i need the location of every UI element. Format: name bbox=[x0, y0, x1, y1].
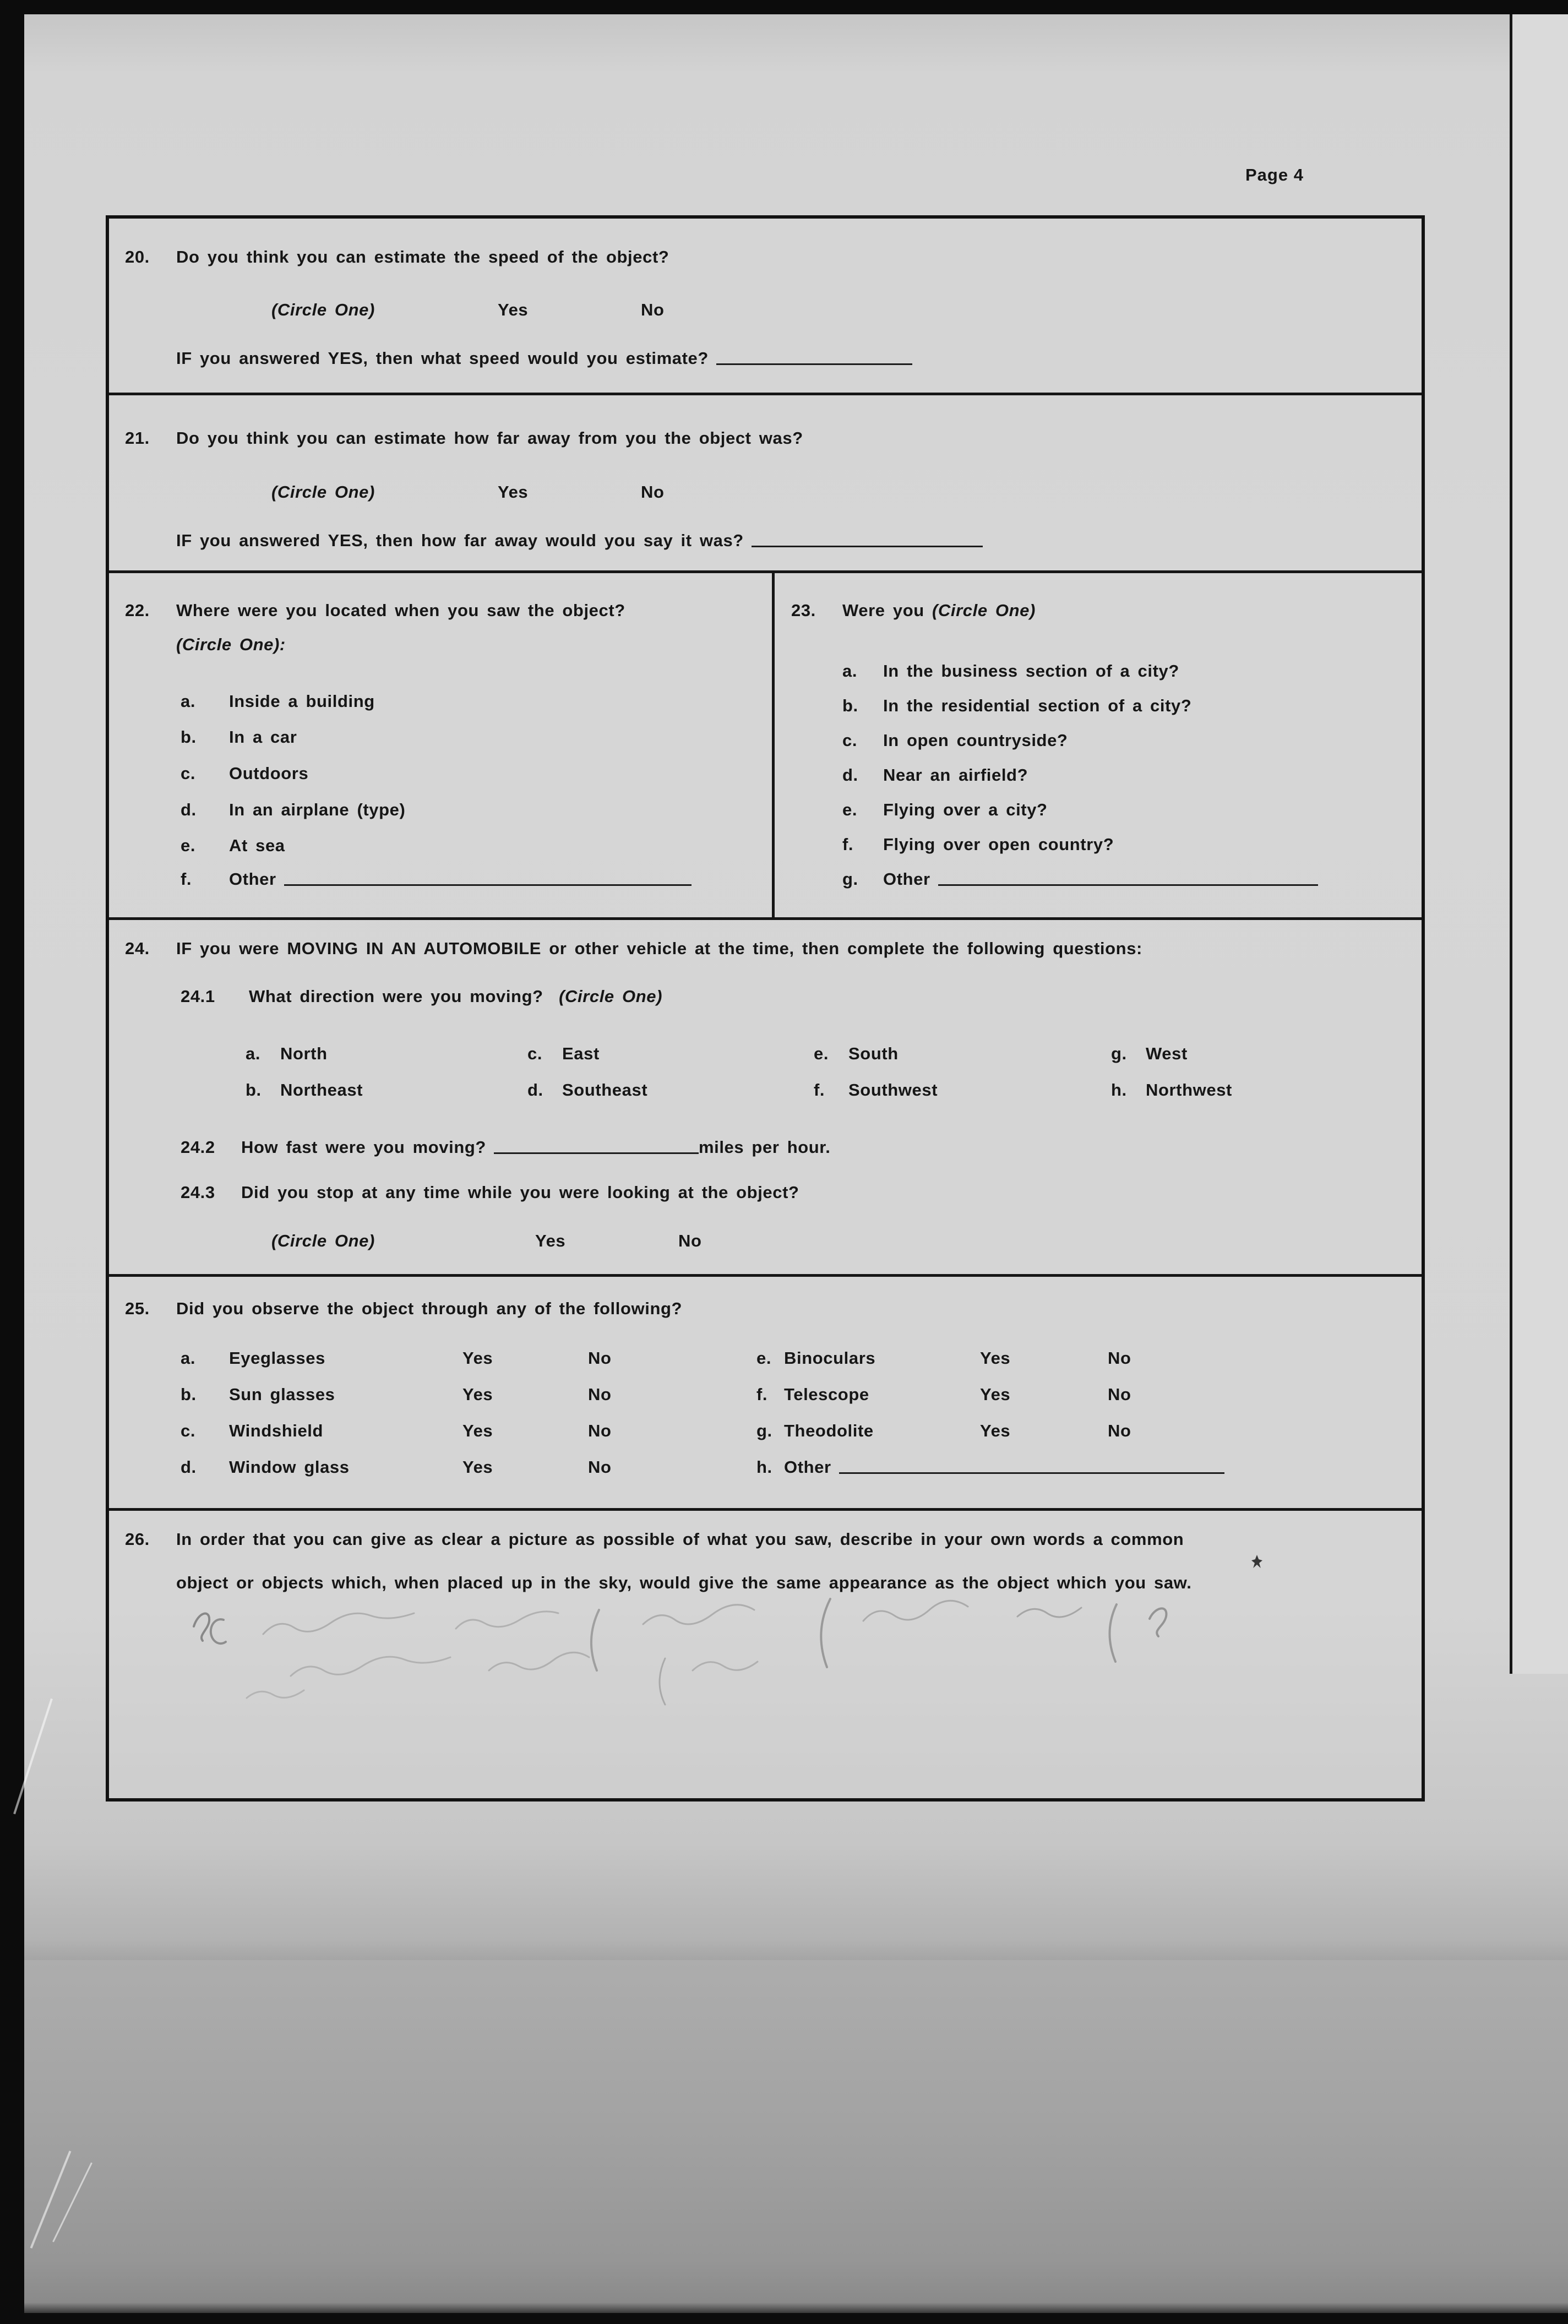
option-label: Eyeglasses bbox=[229, 1348, 325, 1368]
yes-label: Yes bbox=[498, 300, 529, 319]
circle-one-label: (Circle One) bbox=[932, 601, 1036, 620]
option-label: Window glass bbox=[229, 1457, 350, 1477]
sub-question-number: 24.3 bbox=[181, 1183, 215, 1202]
question-24-line bbox=[125, 939, 1142, 962]
observe-row bbox=[181, 1385, 1131, 1408]
question-20-section bbox=[109, 219, 1422, 395]
option-letter: a. bbox=[246, 1044, 261, 1063]
question-23-column bbox=[772, 573, 1422, 917]
no-label: No bbox=[1108, 1348, 1131, 1368]
option-label: Sun glasses bbox=[229, 1385, 335, 1404]
option-label: Flying over open country? bbox=[883, 835, 1114, 854]
question-21-circle-line bbox=[271, 482, 665, 505]
sub-question-text: How fast were you moving? bbox=[241, 1137, 486, 1157]
answer-blank bbox=[716, 349, 912, 365]
option-label: Other bbox=[883, 869, 930, 889]
direction-option bbox=[246, 1044, 527, 1064]
no-label: No bbox=[588, 1421, 612, 1440]
option-label: Southwest bbox=[848, 1080, 938, 1100]
option-label: In the business section of a city? bbox=[883, 661, 1179, 681]
question-24-3-line bbox=[181, 1183, 799, 1206]
option-letter: c. bbox=[842, 731, 858, 750]
option-label: Telescope bbox=[784, 1385, 869, 1404]
no-label: No bbox=[1108, 1385, 1131, 1404]
question-number: 20. bbox=[125, 247, 150, 266]
page-number-label: Page 4 bbox=[1245, 165, 1304, 184]
option-label: In a car bbox=[229, 727, 297, 747]
option-label: In open countryside? bbox=[883, 731, 1068, 750]
direction-option bbox=[1111, 1080, 1232, 1100]
option-row bbox=[842, 800, 1048, 823]
no-label: No bbox=[1108, 1421, 1131, 1440]
option-row bbox=[842, 661, 1179, 684]
question-26-section bbox=[109, 1511, 1422, 1798]
question-25-section bbox=[109, 1277, 1422, 1511]
option-row bbox=[181, 764, 308, 787]
option-letter: e. bbox=[756, 1348, 772, 1368]
option-letter: a. bbox=[842, 661, 858, 681]
question-25-line bbox=[125, 1299, 682, 1322]
sub-question-number: 24.1 bbox=[181, 987, 215, 1006]
option-label: Northeast bbox=[280, 1080, 363, 1100]
no-label: No bbox=[588, 1348, 612, 1368]
option-letter: e. bbox=[814, 1044, 829, 1063]
answer-blank bbox=[494, 1137, 699, 1154]
question-number: 26. bbox=[125, 1530, 150, 1549]
option-row bbox=[181, 800, 405, 823]
no-label: No bbox=[678, 1231, 702, 1250]
sub-question-text: Did you stop at any time while you were looking at the object? bbox=[241, 1183, 799, 1202]
option-letter: d. bbox=[181, 1457, 197, 1477]
option-letter: a. bbox=[181, 692, 196, 711]
scanner-background bbox=[24, 1960, 1568, 2313]
answer-blank bbox=[839, 1457, 1224, 1474]
option-letter: g. bbox=[756, 1421, 772, 1440]
question-22-column bbox=[109, 573, 772, 917]
yes-label: Yes bbox=[980, 1421, 1011, 1440]
direction-option bbox=[527, 1080, 814, 1100]
option-label: Other bbox=[229, 869, 276, 889]
option-label: Near an airfield? bbox=[883, 765, 1028, 785]
question-text: In order that you can give as clear a picture as possible of what you saw, describe in your own words a common bbox=[176, 1530, 1184, 1549]
pencil-mark bbox=[1251, 1555, 1262, 1568]
direction-row-2 bbox=[246, 1080, 1232, 1103]
option-label: South bbox=[848, 1044, 899, 1063]
question-20-line bbox=[125, 247, 669, 270]
circle-one-label: (Circle One) bbox=[559, 987, 663, 1006]
question-number: 21. bbox=[125, 428, 150, 448]
question-24-1-line bbox=[181, 987, 662, 1010]
option-letter: d. bbox=[527, 1080, 543, 1100]
option-label: East bbox=[562, 1044, 600, 1063]
direction-row-1 bbox=[246, 1044, 1188, 1067]
option-letter: g. bbox=[842, 869, 858, 889]
option-label: Flying over a city? bbox=[883, 800, 1048, 819]
question-text: IF you were MOVING IN AN AUTOMOBILE or other vehicle at the time, then complete the following questions: bbox=[176, 939, 1142, 958]
option-letter: e. bbox=[181, 836, 196, 855]
question-24-3-circle-line bbox=[271, 1231, 702, 1254]
question-24-section bbox=[109, 920, 1422, 1277]
option-letter: f. bbox=[842, 835, 854, 854]
circle-one-label: (Circle One) bbox=[271, 1231, 375, 1250]
yes-label: Yes bbox=[535, 1231, 566, 1250]
option-label: Outdoors bbox=[229, 764, 309, 783]
question-22-circle-line bbox=[176, 635, 286, 658]
yes-label: Yes bbox=[462, 1421, 493, 1440]
option-row bbox=[181, 727, 297, 750]
option-letter: f. bbox=[181, 869, 192, 889]
direction-option bbox=[814, 1080, 1111, 1100]
no-label: No bbox=[641, 482, 665, 502]
circle-one-label: (Circle One) bbox=[271, 300, 375, 319]
question-20-followup-line bbox=[176, 349, 912, 372]
answer-blank bbox=[938, 869, 1318, 886]
option-letter: e. bbox=[842, 800, 858, 819]
question-text: Were you bbox=[842, 601, 924, 620]
option-label: At sea bbox=[229, 836, 285, 855]
questions-22-23-section bbox=[109, 573, 1422, 920]
option-letter: b. bbox=[181, 727, 197, 747]
option-letter: h. bbox=[1111, 1080, 1127, 1100]
question-24-2-line bbox=[181, 1137, 830, 1161]
question-number: 24. bbox=[125, 939, 150, 958]
yes-label: Yes bbox=[462, 1385, 493, 1404]
question-text: Did you observe the object through any of the following? bbox=[176, 1299, 683, 1318]
no-label: No bbox=[588, 1385, 612, 1404]
page-edge-strip bbox=[1512, 14, 1568, 1674]
direction-option bbox=[527, 1044, 814, 1064]
option-letter: h. bbox=[756, 1457, 772, 1477]
question-text: Do you think you can estimate the speed of the object? bbox=[176, 247, 669, 266]
option-label: Binoculars bbox=[784, 1348, 876, 1368]
option-letter: f. bbox=[756, 1385, 768, 1404]
question-21-line bbox=[125, 428, 803, 451]
question-text: Do you think you can estimate how far away from you the object was? bbox=[176, 428, 803, 448]
yes-label: Yes bbox=[462, 1348, 493, 1368]
option-letter: g. bbox=[1111, 1044, 1127, 1063]
question-number: 23. bbox=[791, 601, 816, 620]
direction-option bbox=[1111, 1044, 1188, 1064]
option-label: Northwest bbox=[1146, 1080, 1232, 1100]
question-text: object or objects which, when placed up in the sky, would give the same appearance as the object which you saw. bbox=[176, 1573, 1192, 1592]
question-22-line bbox=[125, 601, 625, 624]
question-number: 25. bbox=[125, 1299, 150, 1318]
option-label: Southeast bbox=[562, 1080, 648, 1100]
yes-label: Yes bbox=[980, 1385, 1011, 1404]
option-label: Theodolite bbox=[784, 1421, 874, 1440]
option-row bbox=[181, 836, 285, 859]
option-letter: d. bbox=[181, 800, 197, 819]
question-20-circle-line bbox=[271, 300, 665, 323]
option-label: West bbox=[1146, 1044, 1188, 1063]
option-row bbox=[842, 765, 1028, 788]
option-letter: b. bbox=[246, 1080, 262, 1100]
option-letter: c. bbox=[181, 764, 196, 783]
option-row bbox=[842, 731, 1068, 754]
option-letter: c. bbox=[527, 1044, 543, 1063]
option-letter: d. bbox=[842, 765, 858, 785]
sub-question-number: 24.2 bbox=[181, 1137, 215, 1157]
followup-text: IF you answered YES, then how far away would you say it was? bbox=[176, 531, 744, 550]
answer-blank bbox=[752, 531, 983, 547]
yes-label: Yes bbox=[462, 1457, 493, 1477]
followup-text: IF you answered YES, then what speed would you estimate? bbox=[176, 349, 709, 368]
option-label: Windshield bbox=[229, 1421, 324, 1440]
circle-one-label: (Circle One): bbox=[176, 635, 286, 654]
option-letter: f. bbox=[814, 1080, 825, 1100]
question-23-line bbox=[791, 601, 1036, 624]
option-letter: a. bbox=[181, 1348, 196, 1368]
option-row bbox=[842, 696, 1191, 719]
answer-blank bbox=[284, 869, 692, 886]
unit-text: miles per hour. bbox=[698, 1137, 831, 1157]
option-label: Inside a building bbox=[229, 692, 375, 711]
sub-question-text: What direction were you moving? bbox=[249, 987, 543, 1006]
direction-option bbox=[246, 1080, 527, 1100]
questionnaire-form bbox=[106, 215, 1425, 1801]
question-text: Where were you located when you saw the object? bbox=[176, 601, 625, 620]
option-row bbox=[842, 869, 1318, 892]
option-letter: b. bbox=[842, 696, 858, 715]
option-row bbox=[181, 869, 692, 892]
question-21-section bbox=[109, 395, 1422, 573]
observe-row bbox=[181, 1348, 1131, 1371]
question-26-line-1 bbox=[125, 1530, 1184, 1553]
option-letter: b. bbox=[181, 1385, 197, 1404]
option-letter: c. bbox=[181, 1421, 196, 1440]
option-label: In an airplane (type) bbox=[229, 800, 406, 819]
option-row bbox=[181, 692, 375, 715]
option-row bbox=[842, 835, 1114, 858]
option-label: Other bbox=[784, 1457, 831, 1477]
handwritten-answer bbox=[181, 1588, 1414, 1720]
no-label: No bbox=[588, 1457, 612, 1477]
question-number: 22. bbox=[125, 601, 150, 620]
direction-option bbox=[814, 1044, 1111, 1064]
observe-row bbox=[181, 1421, 1131, 1444]
yes-label: Yes bbox=[980, 1348, 1011, 1368]
yes-label: Yes bbox=[498, 482, 529, 502]
observe-row bbox=[181, 1457, 1224, 1481]
option-label: In the residential section of a city? bbox=[883, 696, 1192, 715]
question-21-followup-line bbox=[176, 531, 983, 554]
circle-one-label: (Circle One) bbox=[271, 482, 375, 502]
option-label: North bbox=[280, 1044, 328, 1063]
no-label: No bbox=[641, 300, 665, 319]
